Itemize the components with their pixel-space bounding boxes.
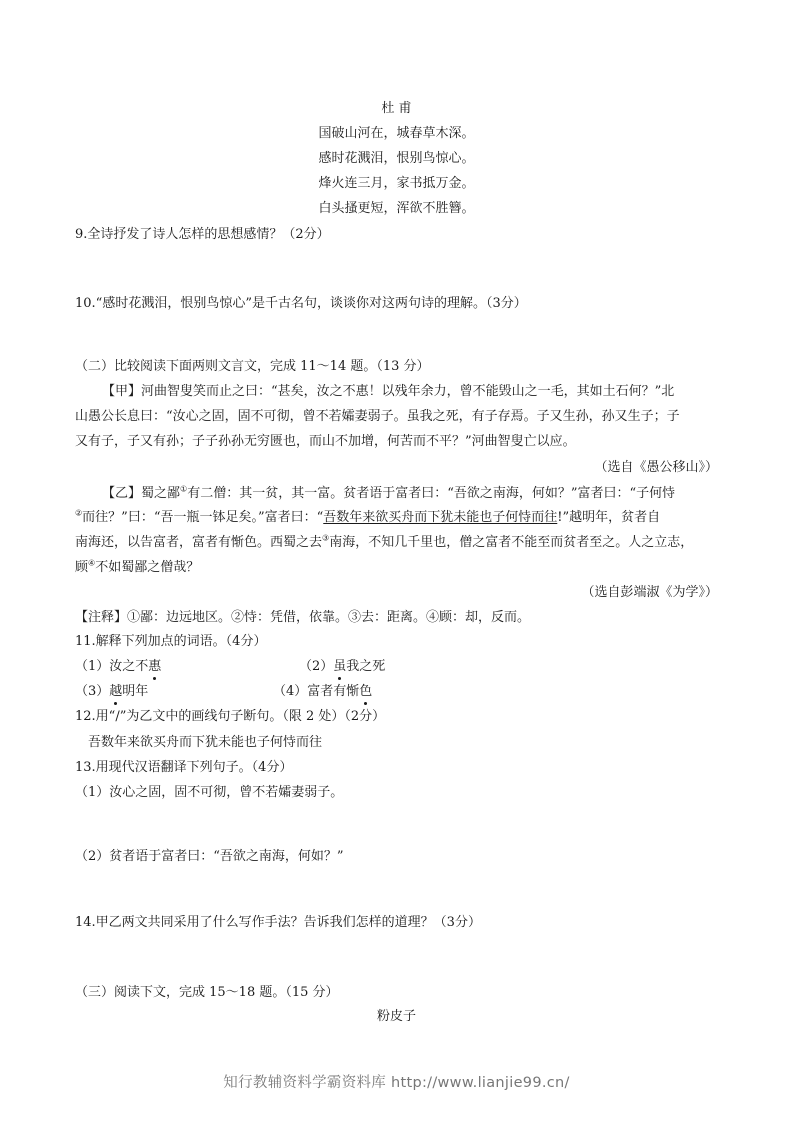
- footnote-marker: ①: [180, 484, 188, 494]
- passage-yi-line-2: [75, 510, 660, 526]
- passage-yi-text: 南海，不知几千里也，僧之富者不能至而贫者至之。人之立志，: [329, 535, 694, 550]
- section-3-heading: （三）阅读下文，完成 15～18 题。（15 分）: [75, 985, 339, 1000]
- passage-yi-text: 不如蜀鄙之僧哉？: [95, 560, 200, 575]
- item-text: 我之死: [346, 659, 386, 674]
- question-11-item-2: [299, 659, 385, 675]
- passage-yi-text: !”越明年，贫者自: [557, 510, 661, 525]
- question-9: 9.全诗抒发了诗人怎样的思想感情？（2分）: [75, 227, 330, 242]
- question-11-item-3: [75, 684, 148, 700]
- footer-watermark: 知行教辅资料学霸资料库 http://www.lianjie99.cn/: [223, 1075, 570, 1091]
- dotted-word: 色: [359, 684, 373, 699]
- poem-author: 杜 甫: [381, 101, 412, 116]
- item-text: 明年: [122, 684, 149, 699]
- passage-jia-line-1: 【甲】河曲智叟笑而止之曰：“甚矣，汝之不惠！以残年余力，曾不能毁山之一毛，其如土石何？”北: [102, 384, 675, 399]
- passage-yi-text: 顾: [75, 560, 89, 575]
- item-text: （2）: [299, 659, 334, 674]
- passage-yi-line-4: [75, 560, 199, 576]
- question-12-title: 12.用“/”为乙文中的画线句子断句。（限 2 处）（2分）: [75, 709, 386, 724]
- section-3-title: 粉皮子: [376, 1009, 416, 1024]
- question-11-title: 11.解释下列加点的词语。（4分）: [75, 634, 267, 649]
- question-11-item-1: [75, 659, 161, 675]
- passage-jia-line-2: 山愚公长息曰：“汝心之固，固不可彻，曾不若孀妻弱子。虽我之死，有子存焉。子又生孙，孙又生子；子: [75, 409, 680, 424]
- question-13-title: 13.用现代汉语翻译下列句子。（4分）: [75, 760, 293, 775]
- notes: 【注释】①鄙：边远地区。②恃：凭借，依靠。③去：距离。④顾：却，反而。: [75, 610, 531, 625]
- question-14: 14.甲乙两文共同采用了什么写作手法？告诉我们怎样的道理？（3分）: [75, 915, 481, 930]
- poem-line-3: 烽火连三月，家书抵万金。: [318, 176, 475, 191]
- passage-jia-line-3: 又有子，子又有孙；子子孙孙无穷匮也，而山不加增，何苦而不平？”河曲智叟亡以应。: [75, 434, 576, 449]
- section-2-heading: （二）比较阅读下面两则文言文，完成 11～14 题。（13 分）: [75, 359, 430, 374]
- footnote-marker: ③: [322, 533, 330, 543]
- dotted-word: 越: [109, 684, 123, 699]
- question-13-sentence-2: （2）贫者语于富者曰：“吾欲之南海，何如？”: [75, 849, 344, 864]
- passage-yi-text: 而往？”曰：“吾一瓶一钵足矣。”富者曰：“: [82, 510, 324, 525]
- footnote-marker: ④: [88, 558, 96, 568]
- passage-yi-text: 南海还，以告富者，富者有惭色。西蜀之去: [75, 535, 323, 550]
- passage-yi-line-3: [75, 535, 693, 551]
- footnote-marker: ②: [75, 508, 83, 518]
- passage-yi-source: （选自彭端淑《为学》）: [581, 585, 718, 600]
- dotted-word: 虽: [333, 659, 347, 674]
- poem-line-2: 感时花溅泪，恨别鸟惊心。: [318, 151, 475, 166]
- question-13-sentence-1: （1）汝心之固，固不可彻，曾不若孀妻弱子。: [75, 785, 344, 800]
- poem-line-1: 国破山河在，城春草木深。: [318, 126, 475, 141]
- question-10: 10.“感时花溅泪，恨别鸟惊心”是千古名句，谈谈你对这两句诗的理解。（3分）: [75, 296, 527, 311]
- question-12-sentence: 吾数年来欲买舟而下犹未能也子何恃而往: [88, 735, 323, 750]
- item-text: （3）: [75, 684, 110, 699]
- passage-yi-line-1: [102, 486, 675, 502]
- item-text: （1）汝之不: [75, 659, 149, 674]
- passage-yi-text: 有二僧：其一贫，其一富。贫者语于富者曰：“吾欲之南海，何如？”富者曰：“子何恃: [187, 486, 676, 501]
- underlined-sentence: 吾数年来欲买舟而下犹未能也子何恃而往: [323, 510, 558, 525]
- passage-yi-text: 【乙】蜀之鄙: [102, 486, 181, 501]
- dotted-word: 惠: [148, 659, 162, 674]
- passage-jia-source: （选自《愚公移山》）: [594, 460, 718, 475]
- poem-line-4: 白头搔更短，浑欲不胜簪。: [318, 201, 475, 216]
- question-11-item-4: [273, 684, 372, 700]
- item-text: （4）富者有惭: [273, 684, 360, 699]
